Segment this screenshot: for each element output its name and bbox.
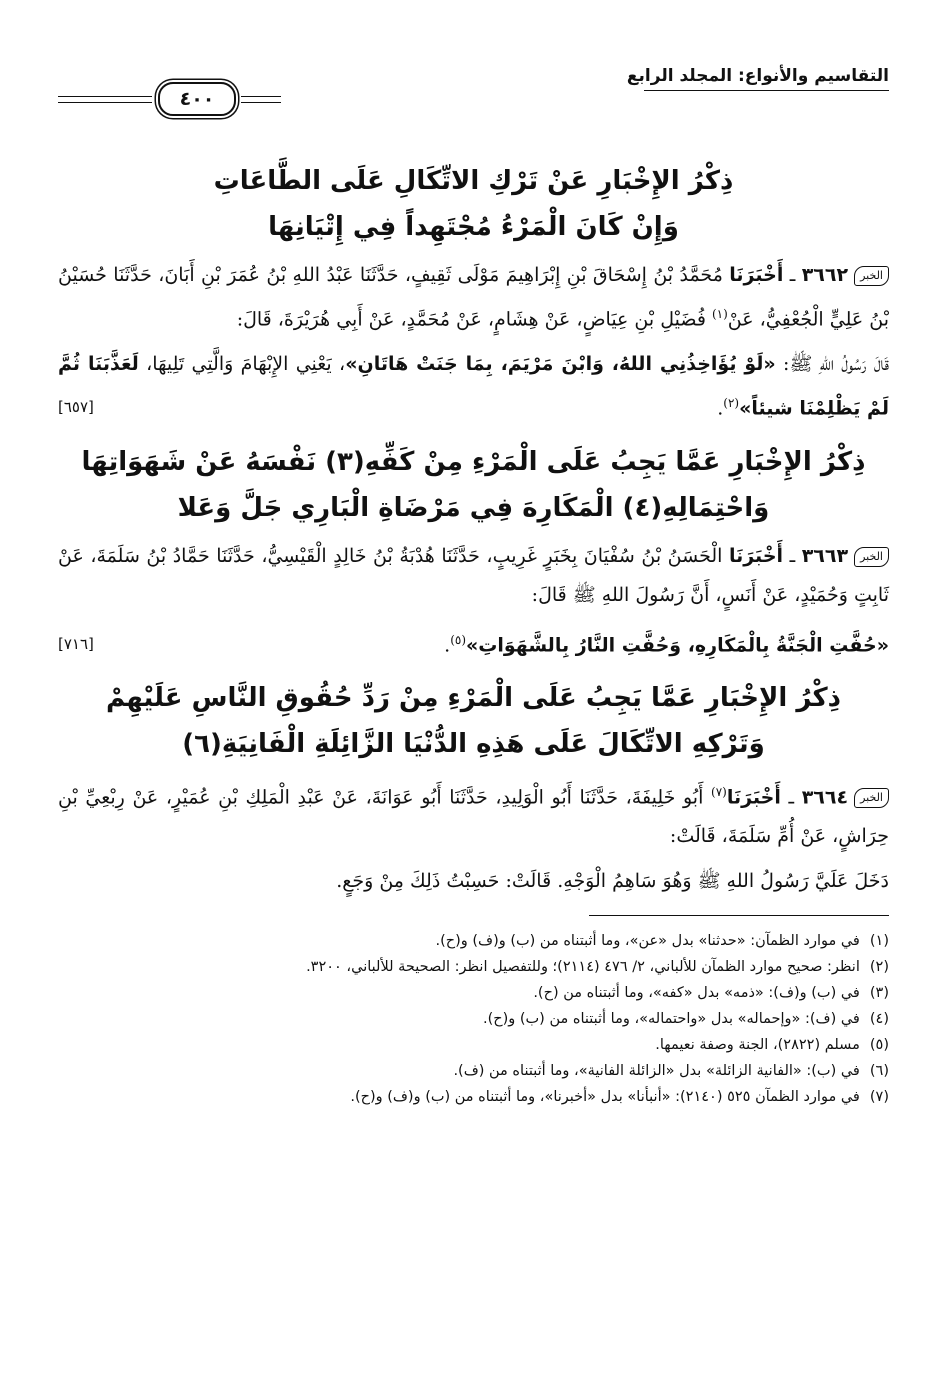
isnad-text: مُحَمَّدُ بْنُ إِسْحَاقَ بْنِ إِبْرَاهِيمَ مَوْلَى ثَقِيفٍ، حَدَّثَنَا عَبْدُ اللهِ بْنُ عُمَرَ بْنِ أَبَانَ، حَدَّثَنَا حُسَيْنُ بْنُ عَلِيٍّ الْجُعْفِيُّ، عَنْ: [58, 264, 889, 331]
khabar-badge: الخبر: [854, 266, 889, 286]
heading-line: وَاحْتِمَالِهِ(٤) الْمَكَارِهَ فِي مَرْضَاةِ الْبَارِي جَلَّ وَعَلا: [177, 492, 770, 523]
chapter-section: [58, 439, 889, 665]
footnote: [58, 1006, 889, 1032]
header-rule: [58, 102, 152, 103]
page-number: ٤٠٠: [158, 82, 236, 116]
footnote-text: انظر: صحيح موارد الظمآن للألباني، ٢/ ٤٧٦ (٢١١٤)؛ وللتفصيل انظر: الصحيحة للألباني، ٣٢٠٠.: [306, 959, 860, 976]
matn-intro: قَالَ رَسُولُ اللهِ ﷺ:: [775, 353, 889, 376]
footnote: [58, 1084, 889, 1110]
header-rule: [241, 96, 281, 97]
chapter-section: [58, 675, 889, 901]
hadith-reference: [٦٥٧]: [58, 398, 94, 417]
khabar-badge: الخبر: [854, 547, 889, 567]
page-content: [58, 148, 889, 1110]
footnote-text: في موارد الظمآن ٥٢٥ (٢١٤٠): «أنبأنا» بدل «أخبرنا»، وما أثبتناه من (ب) و(ف) و(ح).: [350, 1089, 860, 1106]
header-rule: [58, 96, 152, 97]
hadith-number: ٣٦٦٣: [801, 544, 849, 567]
footnote: [58, 1058, 889, 1084]
hadith-matn: قَالَ رَسُولُ اللهِ ﷺ: «لَوْ يُؤَاخِذُنِي اللهُ، وَابْنَ مَرْيَمَ، بِمَا جَنَتْ هَاتَانِ»، يَعْنِي الإِبْهَامَ وَالَّتِي تَلِيهَا، لَعَذَّبَنَا ثُمَّ لَمْ يَظْلِمْنَا شيئاً»$^{(٢)}$. [٦٥٧]: [58, 345, 889, 428]
footnote-text: مسلم (٢٨٢٢)، الجنة وصفة نعيمها.: [655, 1037, 860, 1054]
matn-text: دَخَلَ عَلَيَّ رَسُولُ اللهِ ﷺ وَهُوَ سَاهِمُ الْوَجْهِ. قَالَتْ: حَسِبْتُ ذَلِكَ مِنْ وَجَعٍ.: [336, 870, 889, 893]
matn-text: «حُفَّتِ الْجَنَّةُ بِالْمَكَارِهِ، وَحُفَّتِ النَّارُ بِالشَّهَوَاتِ»: [466, 633, 889, 656]
footnote-number: (٧): [869, 1089, 889, 1106]
footnote-ref: (٥): [450, 632, 467, 647]
chapter-heading: [58, 158, 889, 250]
page-header: [58, 60, 889, 124]
footnote-number: (٦): [869, 1063, 889, 1080]
footnote: [58, 1032, 889, 1058]
isnad-text: فُضَيْلِ بْنِ عِيَاضٍ، عَنْ هِشَامٍ، عَنْ مُحَمَّدٍ، عَنْ أَبِي هُرَيْرَةَ، قَالَ:: [236, 308, 712, 331]
footnote-number: (٥): [869, 1037, 889, 1054]
hadith-number: ٣٦٦٢: [801, 264, 849, 286]
footnote-text: في (ب) و(ف): «ذمه» بدل «كفه»، وما أثبتناه من (ح).: [533, 985, 860, 1002]
footnote-number: (١): [869, 933, 889, 950]
matn-text: «لَوْ يُؤَاخِذُنِي اللهُ، وَابْنَ مَرْيَمَ، بِمَا جَنَتْ هَاتَانِ»: [345, 353, 776, 376]
heading-line: ذِكْرُ الإِخْبَارِ عَمَّا يَجِبُ عَلَى الْمَرْءِ مِنْ كَفِّهِ(٣) نَفْسَهُ عَنْ شَهَوَاتِهَا: [81, 446, 866, 477]
hadith-matn: «حُفَّتِ الْجَنَّةُ بِالْمَكَارِهِ، وَحُفَّتِ النَّارُ بِالشَّهَوَاتِ»$^{(٥)}$. [٧١٦]: [58, 621, 889, 665]
hadith-isnad: الخبر٣٦٦٢ ـ أَخْبَرَنَا مُحَمَّدُ بْنُ إِسْحَاقَ بْنِ إِبْرَاهِيمَ مَوْلَى ثَقِيفٍ، حَدَّثَنَا عَبْدُ اللهِ بْنُ عُمَرَ بْنِ أَبَانَ، حَدَّثَنَا حُسَيْنُ بْنُ عَلِيٍّ الْجُعْفِيُّ، عَنْ$^{(١)}$ فُضَيْلِ بْنِ عِيَاضٍ، عَنْ هِشَامٍ، عَنْ مُحَمَّدٍ، عَنْ أَبِي هُرَيْرَةَ، قَالَ:: [58, 264, 889, 331]
matn-text: لَعَذَّبَنَا ثُمَّ لَمْ يَظْلِمْنَا شيئاً»: [58, 353, 889, 420]
akhbarana-word: أَخْبَرَنَا: [728, 544, 784, 567]
chapter-heading: [58, 439, 889, 531]
hadith-number: ٣٦٦٤: [801, 786, 849, 809]
hadith-isnad: الخبر٣٦٦٤ ـ أَخْبَرَنَا$^{(٧)}$ أَبُو خَلِيفَةَ، حَدَّثَنَا أَبُو الْوَلِيدِ، حَدَّثَنَا أَبُو عَوَانَةَ، عَنْ عَبْدِ الْمَلِكِ بْنِ عُمَيْرٍ، عَنْ رِبْعِيِّ بْنِ حِرَاشٍ، عَنْ أُمِّ سَلَمَةَ، قَالَتْ:: [58, 784, 889, 848]
khabar-badge: الخبر: [854, 788, 889, 808]
isnad-text: أَبُو خَلِيفَةَ، حَدَّثَنَا أَبُو الْوَلِيدِ، حَدَّثَنَا أَبُو عَوَانَةَ، عَنْ عَبْدِ الْمَلِكِ بْنِ عُمَيْرٍ، عَنْ رِبْعِيِّ بْنِ حِرَاشٍ، عَنْ أُمِّ سَلَمَةَ، قَالَتْ:: [58, 786, 889, 848]
book-page: [58, 60, 889, 1336]
isnad-text: الْحَسَنُ بْنُ سُفْيَانَ بِخَبَرٍ غَرِيبٍ، حَدَّثَنَا هُدْبَةُ بْنُ خَالِدٍ الْقَيْسِيُّ، حَدَّثَنَا حَمَّادُ بْنُ سَلَمَةَ، عَنْ ثَابِتٍ وَحُمَيْدٍ، عَنْ أَنَسٍ، أَنَّ رَسُولَ اللهِ ﷺ قَالَ:: [58, 544, 889, 606]
heading-line: ذِكْرُ الإِخْبَارِ عَمَّا يَجِبُ عَلَى الْمَرْءِ مِنْ رَدِّ حُقُوقِ النَّاسِ عَلَيْهِمْ: [105, 682, 841, 713]
footnote: [58, 928, 889, 954]
chapter-heading: [58, 675, 889, 767]
footnote-text: في موارد الظمآن: «حدثنا» بدل «عن»، وما أثبتناه من (ب) و(ف) و(ح).: [435, 933, 860, 950]
footnote-text: في (ف): «وإحماله» بدل «واحتماله»، وما أثبتناه من (ب) و(ح).: [482, 1011, 860, 1028]
running-title: التقاسيم والأنواع: المجلد الرابع: [626, 66, 889, 86]
footnote-ref: (٧): [711, 784, 727, 799]
heading-line: وَتَرْكِهِ الاتِّكَالَ عَلَى هَذِهِ الدُّنْيَا الزَّائِلَةِ الْفَانِيَةِ(٦): [182, 728, 765, 759]
chapter-section: [58, 158, 889, 429]
footnote-text: في (ب): «الفانية الزائلة» بدل «الزائلة الفانية»، وما أثبتناه من (ف).: [453, 1063, 860, 1080]
footnote: [58, 980, 889, 1006]
matn-text: ، يَعْنِي الإِبْهَامَ وَالَّتِي تَلِيهَا،: [138, 353, 346, 376]
akhbarana-word: أَخْبَرَنَا: [729, 264, 784, 286]
footnote: [58, 954, 889, 980]
footnote-ref: (٢): [723, 396, 740, 411]
hadith-isnad: الخبر٣٦٦٣ ـ أَخْبَرَنَا الْحَسَنُ بْنُ سُفْيَانَ بِخَبَرٍ غَرِيبٍ، حَدَّثَنَا هُدْبَةُ بْنُ خَالِدٍ الْقَيْسِيُّ، حَدَّثَنَا حَمَّادُ بْنُ سَلَمَةَ، عَنْ ثَابِتٍ وَحُمَيْدٍ، عَنْ أَنَسٍ، أَنَّ رَسُولَ اللهِ ﷺ قَالَ:: [58, 544, 889, 606]
hadith-reference: [٧١٦]: [58, 634, 94, 653]
heading-line: وَإِنْ كَانَ الْمَرْءُ مُجْتَهِداً فِي إِتْيَانِهَا: [268, 212, 679, 242]
footnote-ref: (١): [711, 307, 728, 321]
heading-line: ذِكْرُ الإِخْبَارِ عَنْ تَرْكِ الاتِّكَالِ عَلَى الطَّاعَاتِ: [213, 166, 734, 196]
footnote-number: (٢): [869, 959, 889, 976]
footnotes: [58, 928, 889, 1110]
header-rule: [241, 102, 281, 103]
footnote-separator: [589, 915, 889, 916]
header-rule: [644, 90, 889, 91]
hadith-matn: [58, 862, 889, 901]
footnote-number: (٣): [869, 985, 889, 1002]
akhbarana-word: أَخْبَرَنَا: [726, 786, 781, 809]
footnote-number: (٤): [869, 1011, 889, 1028]
